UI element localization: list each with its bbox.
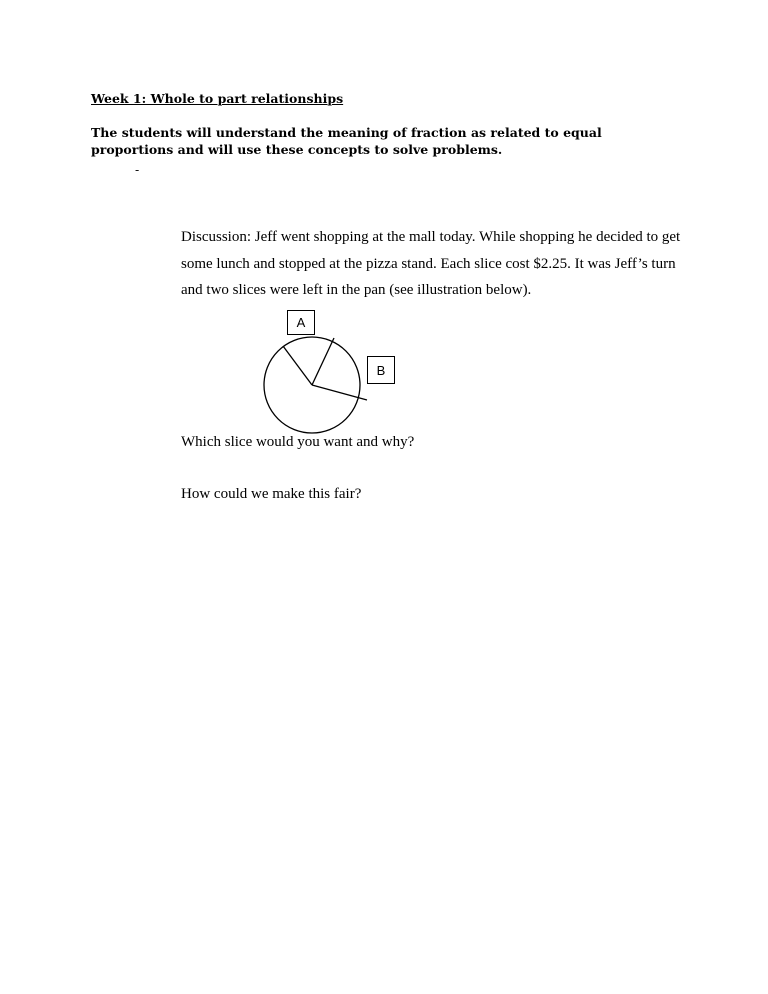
- slice-b-label: B: [367, 356, 395, 384]
- question-which-slice: Which slice would you want and why?: [181, 434, 415, 450]
- objective-statement: The students will understand the meaning of fraction as related to equal proportions and will use these concepts to solve problems.: [91, 125, 602, 157]
- page-heading: Week 1: Whole to part relationships: [91, 91, 344, 106]
- discussion-paragraph: Discussion: Jeff went shopping at the mall today. While shopping he decided to get some lunch and stopped at the pizza stand. Each slice cost $2.25. It was Jeff’s turn and two slices were left in the pan (see illustration below).: [181, 229, 681, 298]
- slice-b-lower-cut: [312, 385, 367, 400]
- empty-bullet: -: [135, 162, 140, 177]
- slice-a-left-cut: [283, 346, 312, 385]
- slice-a-label: A: [287, 310, 315, 335]
- question-make-fair: How could we make this fair?: [181, 486, 362, 502]
- slice-a-right-cut: [312, 338, 334, 385]
